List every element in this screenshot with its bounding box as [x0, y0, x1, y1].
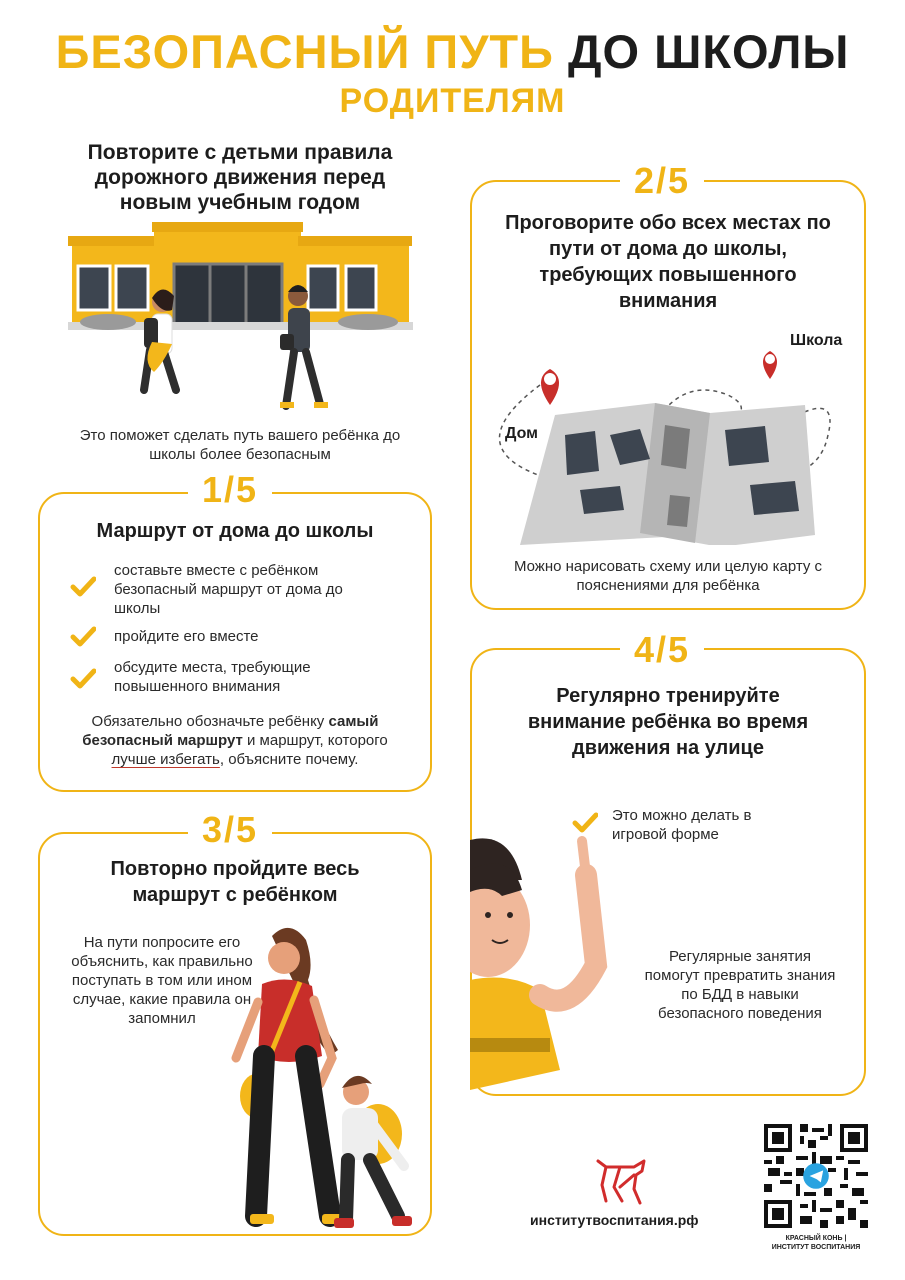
- step4-check-text: Это можно делать в игровой форме: [612, 807, 752, 843]
- qr-code[interactable]: [764, 1124, 868, 1228]
- map-label-home: Дом: [505, 425, 538, 442]
- step2-caption: Можно нарисовать схему или целую карту с пояснениями для ребёнка: [513, 558, 823, 594]
- title-rest: ДО ШКОЛЫ: [567, 25, 850, 78]
- page-title: [0, 26, 905, 78]
- red-horse-logo: [592, 1157, 656, 1207]
- check-icon: [70, 576, 96, 598]
- step2-number: 2/5: [620, 161, 704, 201]
- website-link[interactable]: институтвоспитания.рф: [530, 1212, 699, 1228]
- step4-heading: Регулярно тренируйте внимание ребёнка во время движения на улице: [527, 685, 809, 759]
- intro-caption: Это поможет сделать путь вашего ребёнка до школы более безопасным: [79, 427, 401, 463]
- page-subtitle: РОДИТЕЛЯМ: [339, 82, 566, 120]
- step1-number: 1/5: [188, 470, 272, 510]
- check-icon: [70, 626, 96, 648]
- check-icon: [70, 668, 96, 690]
- step2-heading: Проговорите обо всех местах по пути от дома до школы, требующих повышенного внимания: [505, 212, 831, 312]
- qr-caption: КРАСНЫЙ КОНЬ | ИНСТИТУТ ВОСПИТАНИЯ: [771, 1235, 861, 1251]
- step3-heading: Повторно пройдите весь маршрут с ребёнком: [110, 858, 360, 906]
- step1-item: пройдите его вместе: [114, 628, 259, 645]
- step3-text: На пути попросите его объяснить, как правильно поступать в том или ином случае, какие правила он запомнил: [71, 934, 253, 1027]
- map-label-school: Школа: [790, 332, 843, 349]
- step1-heading: Маршрут от дома до школы: [96, 520, 374, 542]
- step4-text: Регулярные занятия помогут превратить знания по БДД в навыки безопасного поведения: [644, 948, 836, 1022]
- step1-note: Обязательно обозначьте ребёнку самый безопасный маршрут и маршрут, которого лучше избегать, объясните почему.: [82, 713, 388, 768]
- step1-item: составьте вместе с ребёнком безопасный маршрут от дома до школы: [114, 562, 343, 617]
- title-highlight: БЕЗОПАСНЫЙ ПУТЬ: [55, 25, 554, 78]
- step4-number: 4/5: [620, 630, 704, 670]
- school-illustration: [68, 222, 413, 422]
- route-map-illustration: [480, 315, 860, 545]
- parent-child-illustration: [222, 922, 422, 1234]
- step1-item: обсудите места, требующие повышенного внимания: [114, 659, 311, 695]
- woman-pointing-illustration: [470, 830, 630, 1094]
- intro-heading: Повторите с детьми правила дорожного движения перед новым учебным годом: [87, 141, 393, 214]
- step3-number: 3/5: [188, 810, 272, 850]
